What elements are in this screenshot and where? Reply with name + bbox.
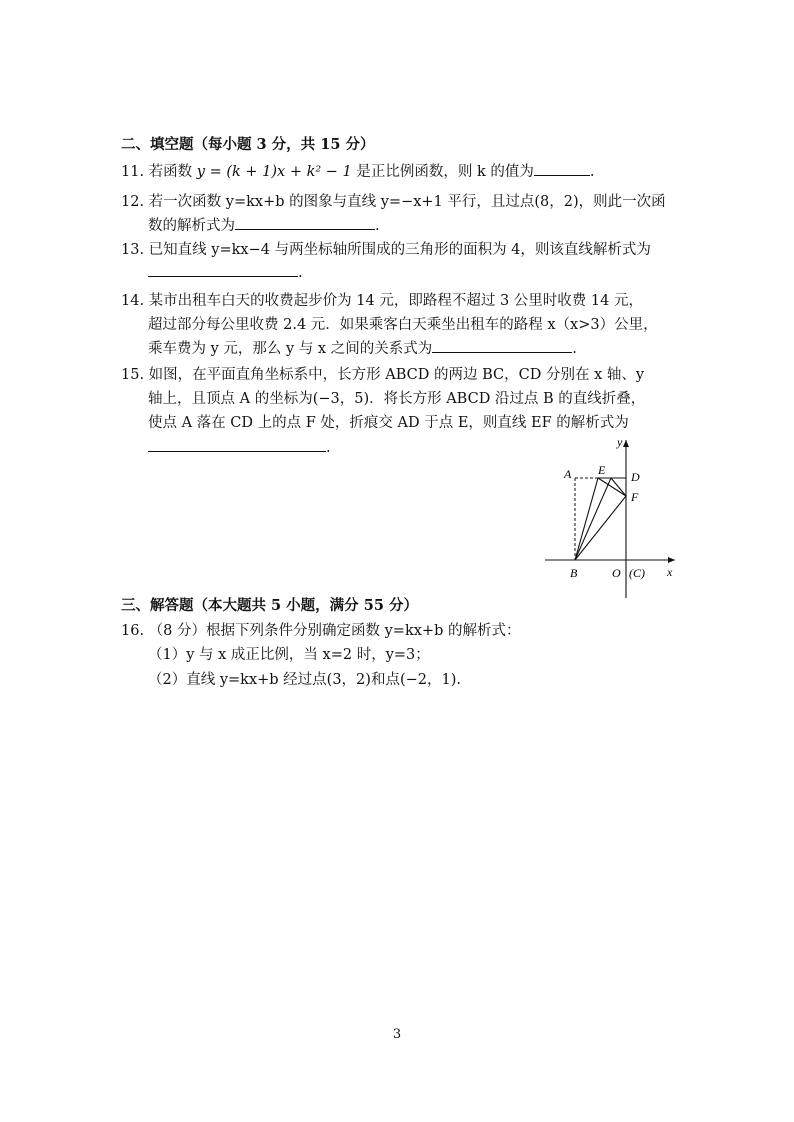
- q15-line2: 轴上，且顶点 A 的坐标为(−3，5)．将长方形 ABCD 沿过点 B 的直线折叠，: [148, 391, 646, 407]
- label-y: y: [617, 435, 623, 449]
- q13-line1: [121, 238, 651, 259]
- q11-formula: y = (k + 1)x + k² − 1: [196, 164, 352, 180]
- segment-EB-left: [575, 478, 598, 560]
- q12-text2: 数的解析式为: [148, 218, 235, 234]
- label-A: A: [564, 467, 572, 481]
- q14-text1: 某市出租车白天的收费起步价为 14 元，即路程不超过 3 公里时收费 14 元，: [148, 293, 643, 309]
- q14-end: .: [572, 341, 577, 357]
- x-axis-arrow: [668, 557, 675, 563]
- q16-part1: （1）y 与 x 成正比例，当 x=2 时，y=3；: [148, 647, 430, 663]
- q14-line1: [121, 289, 643, 310]
- fold-line-BE: [575, 478, 611, 560]
- q14-line3: [148, 337, 577, 358]
- label-B: B: [570, 566, 578, 580]
- q14-line2: 超过部分每公里收费 2.4 元．如果乘客白天乘坐出租车的路程 x（x>3）公里，: [148, 317, 658, 333]
- segment-BF: [575, 496, 626, 560]
- q16-line1: [121, 619, 520, 640]
- q14-number: 14.: [121, 293, 145, 309]
- q13-answer-blank[interactable]: [148, 262, 298, 277]
- q15-figure: [540, 432, 680, 602]
- q12-line1: [121, 190, 666, 211]
- q15-number: 15.: [121, 367, 145, 383]
- section3-heading: 三、解答题（本大题共 5 小题，满分 55 分）: [121, 597, 418, 614]
- q16-number: 16.: [121, 623, 145, 639]
- q13-end: .: [298, 265, 303, 281]
- q16-part2: （2）直线 y=kx+b 经过点(3，2)和点(−2，1).: [148, 672, 461, 688]
- q12-number: 12.: [121, 194, 145, 210]
- q15-line1: [121, 363, 644, 384]
- q15-text1: 如图，在平面直角坐标系中，长方形 ABCD 的两边 BC，CD 分别在 x 轴、y: [148, 367, 645, 383]
- page-number: 3: [392, 1027, 402, 1042]
- q15-answer-blank[interactable]: [148, 437, 326, 452]
- q15-end: .: [326, 440, 331, 456]
- q11-answer-blank[interactable]: [534, 161, 590, 176]
- q11: [121, 160, 595, 181]
- q16-text1: （8 分）根据下列条件分别确定函数 y=kx+b 的解析式：: [148, 623, 521, 639]
- q11-end: .: [589, 164, 595, 180]
- label-F: F: [631, 490, 639, 504]
- q13-line2: [148, 262, 303, 281]
- q11-post: 是正比例函数，则 k 的值为: [351, 164, 534, 180]
- segment-AF: [598, 478, 626, 496]
- q13-number: 13.: [121, 242, 145, 258]
- label-C: (C): [629, 566, 645, 580]
- q12-text1: 若一次函数 y=kx+b 的图象与直线 y=−x+1 平行，且过点(8，2)，则此一次函: [148, 194, 666, 210]
- y-axis-arrow: [623, 440, 629, 447]
- label-D: D: [631, 470, 640, 484]
- label-x: x: [667, 565, 673, 579]
- q15-line4: [148, 437, 331, 456]
- label-E: E: [598, 463, 606, 477]
- q12-line2: [148, 214, 380, 235]
- label-O: O: [612, 566, 621, 580]
- q12-end: .: [375, 218, 380, 234]
- section2-heading: 二、填空题（每小题 3 分，共 15 分）: [121, 136, 375, 153]
- q14-text3: 乘车费为 y 元，那么 y 与 x 之间的关系式为: [148, 341, 433, 357]
- q11-number: 11.: [121, 164, 145, 180]
- q13-text1: 已知直线 y=kx−4 与两坐标轴所围成的三角形的面积为 4，则该直线解析式为: [148, 242, 651, 258]
- segment-EF: [611, 478, 626, 496]
- q15-line3: 使点 A 落在 CD 上的点 F 处，折痕交 AD 于点 E，则直线 EF 的解析式为: [148, 415, 629, 431]
- q12-answer-blank[interactable]: [235, 215, 375, 230]
- q11-pre: 若函数: [148, 164, 197, 180]
- q14-answer-blank[interactable]: [432, 338, 572, 353]
